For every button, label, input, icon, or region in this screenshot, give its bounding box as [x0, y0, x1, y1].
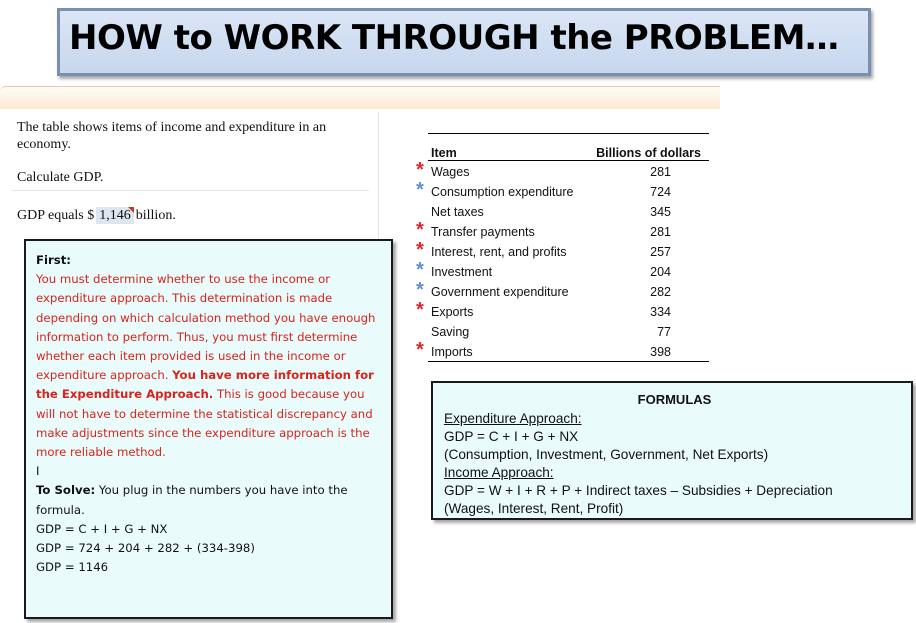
asterisk-icon: *	[416, 159, 424, 181]
answer-line	[17, 207, 176, 224]
first-label: First:	[36, 253, 71, 267]
row-item: Wages	[431, 165, 470, 179]
row-item: Consumption expenditure	[431, 185, 574, 199]
header-bar	[0, 86, 720, 109]
table-header	[428, 134, 709, 161]
row-item: Saving	[431, 325, 470, 339]
row-value: 398	[650, 345, 671, 359]
row-value: 77	[657, 325, 671, 339]
question-intro: The table shows items of income and expenditure in an economy.	[17, 120, 327, 152]
income-label: Income Approach:	[444, 465, 554, 480]
title-banner	[57, 8, 871, 76]
row-item: Interest, rent, and profits	[431, 245, 567, 259]
equation-result: GDP = 1146	[36, 560, 109, 575]
row-value: 204	[650, 265, 671, 279]
row-value: 345	[650, 205, 671, 219]
separator	[12, 190, 369, 191]
answer-field[interactable]: 1,146	[96, 207, 134, 224]
header-value: Billions of dollars	[596, 146, 701, 160]
equation-formula: GDP = C + I + G + NX	[36, 521, 168, 536]
income-description: (Wages, Interest, Rent, Profit)	[444, 501, 624, 516]
table-row	[416, 339, 709, 361]
formulas-title: FORMULAS	[637, 392, 712, 407]
asterisk-icon: *	[416, 339, 424, 361]
expenditure-formula: GDP = C + I + G + NX	[444, 429, 579, 444]
approach-conclusion: You have more information for the Expenditure Approach.	[36, 368, 374, 402]
expenditure-label: Expenditure Approach:	[444, 411, 582, 426]
solve-text: You plug in the numbers you have into the formula.	[36, 483, 348, 517]
asterisk-icon: *	[416, 259, 424, 281]
expenditure-description: (Consumption, Investment, Government, Net Exports)	[444, 447, 769, 462]
row-value: 282	[650, 285, 671, 299]
divider	[378, 112, 379, 244]
explanation-box	[24, 239, 393, 619]
asterisk-icon: *	[416, 279, 424, 301]
asterisk-icon: *	[416, 219, 424, 241]
table-rule	[428, 361, 709, 362]
solve-label: To Solve:	[36, 483, 96, 498]
income-formula: GDP = W + I + R + P + Indirect taxes – Subsidies + Depreciation	[444, 483, 833, 498]
table-row	[416, 279, 709, 301]
answer-suffix: billion.	[135, 208, 176, 223]
table-row	[428, 201, 709, 221]
row-item: Imports	[431, 345, 473, 359]
row-value: 257	[650, 245, 671, 259]
row-item: Net taxes	[431, 205, 484, 219]
asterisk-icon: *	[416, 239, 424, 261]
data-table	[416, 133, 709, 362]
row-item: Government expenditure	[431, 285, 569, 299]
row-value: 281	[650, 225, 671, 239]
approach-explanation: You must determine whether to use the income or expenditure approach. This determination is made depending on which calculation method you have enough information to perform. Thus, you must first determine whether each item provided is used in the income or expenditure approach.	[36, 272, 376, 383]
row-item: Investment	[431, 265, 493, 279]
asterisk-icon: *	[416, 299, 424, 321]
table-row	[416, 219, 709, 241]
equation-substitution: GDP = 724 + 204 + 282 + (334-398)	[36, 541, 255, 556]
question-task: Calculate GDP.	[17, 170, 104, 185]
asterisk-icon: *	[416, 179, 424, 201]
approach-reason: This is good because you will not have to determine the statistical discrepancy and make adjustments since the expenditure approach is the more reliable method.	[36, 387, 373, 460]
table-row	[416, 159, 709, 181]
header-item: Item	[431, 146, 457, 160]
table-row	[416, 299, 709, 321]
page-title: HOW to WORK THROUGH the PROBLEM…	[69, 18, 839, 58]
row-value: 724	[650, 185, 671, 199]
text-cursor: I	[36, 464, 40, 479]
table-row	[416, 179, 709, 201]
row-value: 281	[650, 165, 671, 179]
table-row	[416, 259, 709, 281]
table-row	[416, 239, 709, 261]
formulas-box	[431, 381, 913, 520]
table-row	[428, 321, 709, 341]
answer-prefix: GDP equals $	[17, 208, 95, 223]
row-item: Exports	[431, 305, 474, 319]
row-item: Transfer payments	[431, 225, 535, 239]
row-value: 334	[650, 305, 671, 319]
